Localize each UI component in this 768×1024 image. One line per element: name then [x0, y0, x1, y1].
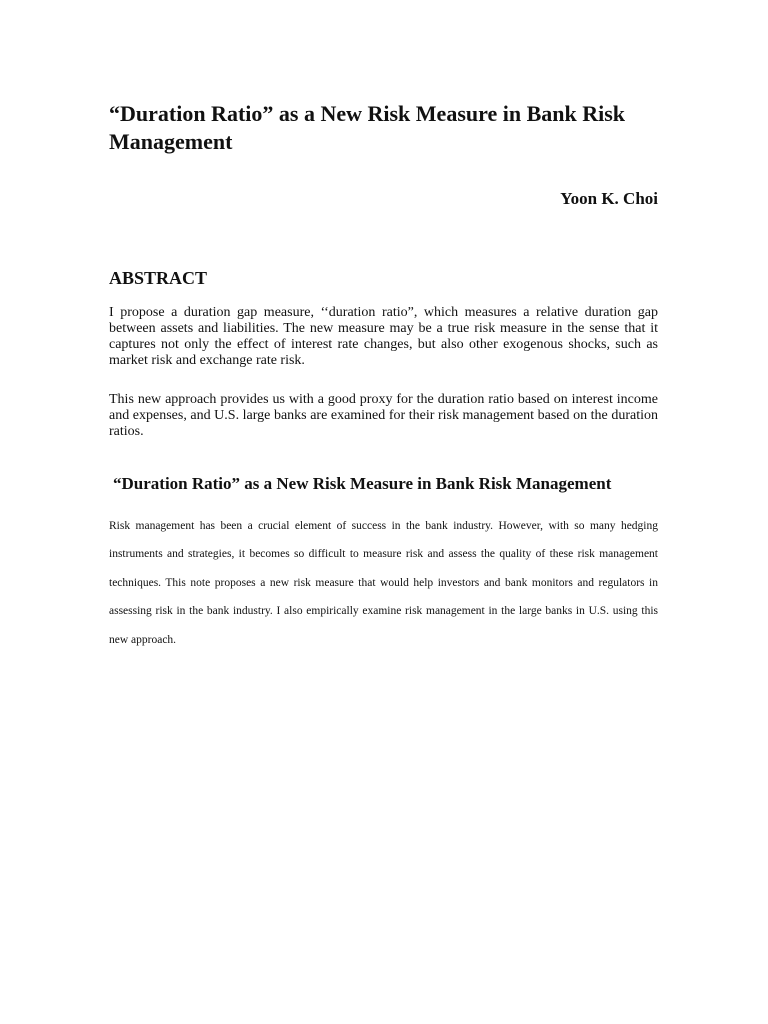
section-heading: “Duration Ratio” as a New Risk Measure in Bank Risk Management	[113, 474, 612, 493]
section-body-paragraph: Risk management has been a crucial element of success in the bank industry. However, with so many hedging instruments and strategies, it becomes so difficult to measure risk and assess the quality of these risk management techniques. This note proposes a new risk measure that would help investors and bank monitors and regulators in assessing risk in the bank industry. I also empirically examine risk management in the large banks in U.S. using this new approach.	[109, 520, 658, 646]
author-name: Yoon K. Choi	[560, 189, 658, 208]
abstract-heading: ABSTRACT	[109, 268, 208, 288]
abstract-paragraph-2: This new approach provides us with a good proxy for the duration ratio based on interest income and expenses, and U.S. large banks are examined for their risk management based on the duration ratios.	[109, 392, 658, 439]
paper-title: “Duration Ratio” as a New Risk Measure in Bank Risk Management	[109, 101, 626, 154]
abstract-paragraph-1: I propose a duration gap measure, ‘‘duration ratio”, which measures a relative duration gap between assets and liabilities. The new measure may be a true risk measure in the sense that it captures not only the effect of interest rate changes, but also other exogenous shocks, such as market risk and exchange rate risk.	[109, 305, 658, 368]
